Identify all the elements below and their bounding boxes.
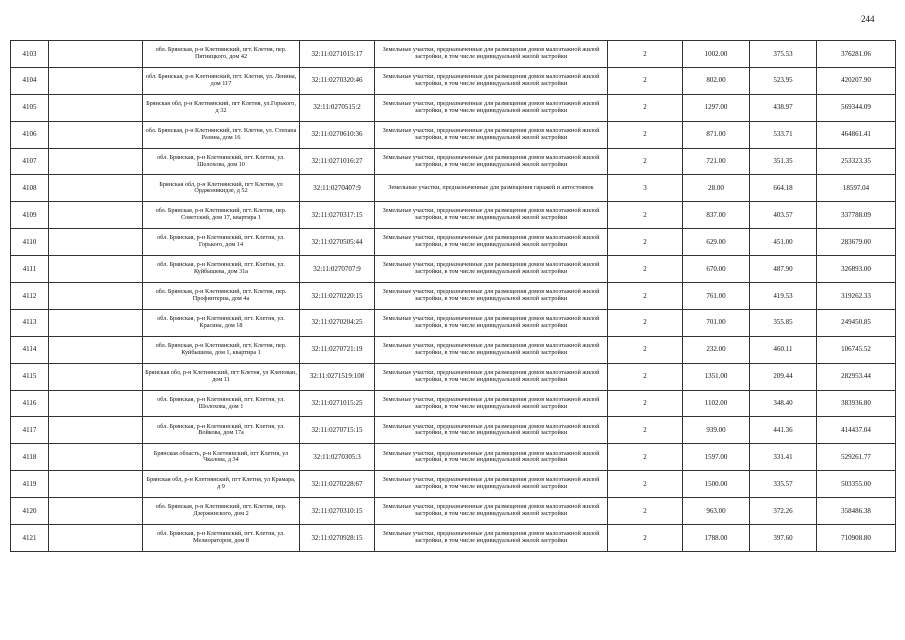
land-use-cell: Земельные участки, предназначенные для размещения гаражей и автостоянок <box>375 175 608 202</box>
group-cell: 2 <box>608 471 683 498</box>
record-number-cell: 4111 <box>11 256 49 283</box>
cadastral-value-cell: 18597.04 <box>817 175 896 202</box>
cadastral-value-cell: 253323.35 <box>817 148 896 175</box>
cadastral-number-cell: 32:11:0271519:108 <box>300 363 375 390</box>
empty-cell <box>49 390 143 417</box>
area-cell: 1597.00 <box>683 444 750 471</box>
land-use-cell: Земельные участки, предназначенные для размещения домов малоэтажной жилой застройки, в том числе индивидуальной жилой застройки <box>375 229 608 256</box>
cadastral-number-cell: 32:11:0270928:15 <box>300 525 375 552</box>
group-cell: 2 <box>608 94 683 121</box>
specific-value-cell: 664.18 <box>750 175 817 202</box>
cadastral-value-cell: 358486.38 <box>817 498 896 525</box>
table-row <box>11 229 896 256</box>
empty-cell <box>49 94 143 121</box>
table-row <box>11 175 896 202</box>
address-cell: обл. Брянская, р-н Клетнянский, пгт. Клетня, ул. Куйбышева, дом 31а <box>143 256 300 283</box>
cadastral-number-cell: 32:11:0270407:9 <box>300 175 375 202</box>
table-row <box>11 363 896 390</box>
table-row <box>11 202 896 229</box>
empty-cell <box>49 417 143 444</box>
land-use-cell: Земельные участки, предназначенные для размещения домов малоэтажной жилой застройки, в том числе индивидуальной жилой застройки <box>375 148 608 175</box>
group-cell: 2 <box>608 390 683 417</box>
specific-value-cell: 533.71 <box>750 121 817 148</box>
land-registry-table <box>10 40 896 552</box>
land-use-cell: Земельные участки, предназначенные для размещения домов малоэтажной жилой застройки, в том числе индивидуальной жилой застройки <box>375 336 608 363</box>
table-row <box>11 283 896 310</box>
empty-cell <box>49 229 143 256</box>
record-number-cell: 4113 <box>11 309 49 336</box>
area-cell: 871.00 <box>683 121 750 148</box>
land-use-cell: Земельные участки, предназначенные для размещения домов малоэтажной жилой застройки, в том числе индивидуальной жилой застройки <box>375 283 608 310</box>
table-row <box>11 336 896 363</box>
cadastral-value-cell: 383936.80 <box>817 390 896 417</box>
land-use-cell: Земельные участки, предназначенные для размещения домов малоэтажной жилой застройки, в том числе индивидуальной жилой застройки <box>375 94 608 121</box>
specific-value-cell: 397.60 <box>750 525 817 552</box>
cadastral-value-cell: 420207.90 <box>817 67 896 94</box>
empty-cell <box>49 444 143 471</box>
cadastral-number-cell: 32:11:0270317:15 <box>300 202 375 229</box>
table-row <box>11 94 896 121</box>
specific-value-cell: 335.57 <box>750 471 817 498</box>
land-use-cell: Земельные участки, предназначенные для размещения домов малоэтажной жилой застройки, в том числе индивидуальной жилой застройки <box>375 498 608 525</box>
cadastral-number-cell: 32:11:0270228:67 <box>300 471 375 498</box>
table-row <box>11 471 896 498</box>
table-row <box>11 444 896 471</box>
table-row <box>11 498 896 525</box>
cadastral-value-cell: 326893.00 <box>817 256 896 283</box>
area-cell: 28.00 <box>683 175 750 202</box>
record-number-cell: 4114 <box>11 336 49 363</box>
empty-cell <box>49 471 143 498</box>
area-cell: 761.00 <box>683 283 750 310</box>
group-cell: 3 <box>608 175 683 202</box>
record-number-cell: 4112 <box>11 283 49 310</box>
specific-value-cell: 351.35 <box>750 148 817 175</box>
group-cell: 2 <box>608 41 683 68</box>
empty-cell <box>49 67 143 94</box>
cadastral-number-cell: 32:11:0270721:19 <box>300 336 375 363</box>
group-cell: 2 <box>608 498 683 525</box>
land-use-cell: Земельные участки, предназначенные для размещения домов малоэтажной жилой застройки, в том числе индивидуальной жилой застройки <box>375 67 608 94</box>
area-cell: 963.00 <box>683 498 750 525</box>
cadastral-value-cell: 283679.00 <box>817 229 896 256</box>
address-cell: Брянская обл, р-н Клетнянский, пгт Клетня, ул Клепован, дом 11 <box>143 363 300 390</box>
address-cell: обл. Брянская, р-н Клетнянский, пгт. Клетня, пер. Пятницкого, дом 42 <box>143 41 300 68</box>
land-use-cell: Земельные участки, предназначенные для размещения домов малоэтажной жилой застройки, в том числе индивидуальной жилой застройки <box>375 202 608 229</box>
land-use-cell: Земельные участки, предназначенные для размещения домов малоэтажной жилой застройки, в том числе индивидуальной жилой застройки <box>375 256 608 283</box>
record-number-cell: 4116 <box>11 390 49 417</box>
land-use-cell: Земельные участки, предназначенные для размещения домов малоэтажной жилой застройки, в том числе индивидуальной жилой застройки <box>375 363 608 390</box>
area-cell: 721.00 <box>683 148 750 175</box>
table-body <box>11 41 896 552</box>
area-cell: 837.00 <box>683 202 750 229</box>
empty-cell <box>49 525 143 552</box>
area-cell: 232.00 <box>683 336 750 363</box>
cadastral-value-cell: 282953.44 <box>817 363 896 390</box>
table-row <box>11 256 896 283</box>
area-cell: 1297.00 <box>683 94 750 121</box>
group-cell: 2 <box>608 121 683 148</box>
specific-value-cell: 331.41 <box>750 444 817 471</box>
empty-cell <box>49 256 143 283</box>
specific-value-cell: 355.85 <box>750 309 817 336</box>
table-row <box>11 390 896 417</box>
area-cell: 1102.00 <box>683 390 750 417</box>
cadastral-value-cell: 249450.85 <box>817 309 896 336</box>
land-use-cell: Земельные участки, предназначенные для размещения домов малоэтажной жилой застройки, в том числе индивидуальной жилой застройки <box>375 309 608 336</box>
table-row <box>11 417 896 444</box>
land-use-cell: Земельные участки, предназначенные для размещения домов малоэтажной жилой застройки, в том числе индивидуальной жилой застройки <box>375 471 608 498</box>
cadastral-value-cell: 319262.33 <box>817 283 896 310</box>
record-number-cell: 4103 <box>11 41 49 68</box>
address-cell: обл. Брянская, р-н Клетнянский, пгт. Клетня, пер. Советский, дом 17, квартира 1 <box>143 202 300 229</box>
specific-value-cell: 451.00 <box>750 229 817 256</box>
record-number-cell: 4119 <box>11 471 49 498</box>
land-use-cell: Земельные участки, предназначенные для размещения домов малоэтажной жилой застройки, в том числе индивидуальной жилой застройки <box>375 390 608 417</box>
table-row <box>11 148 896 175</box>
cadastral-value-cell: 503355.00 <box>817 471 896 498</box>
cadastral-number-cell: 32:11:0271016:27 <box>300 148 375 175</box>
area-cell: 939.00 <box>683 417 750 444</box>
address-cell: Брянская обл, р-н Клетнянский, пгт Клетня, ул.Горького, д 32 <box>143 94 300 121</box>
address-cell: обл. Брянская, р-н Клетнянский, пгт. Клетня, ул. Степана Разина, дом 16 <box>143 121 300 148</box>
group-cell: 2 <box>608 283 683 310</box>
specific-value-cell: 487.90 <box>750 256 817 283</box>
record-number-cell: 4117 <box>11 417 49 444</box>
cadastral-number-cell: 32:11:0270715:15 <box>300 417 375 444</box>
record-number-cell: 4106 <box>11 121 49 148</box>
group-cell: 2 <box>608 363 683 390</box>
cadastral-value-cell: 106745.52 <box>817 336 896 363</box>
cadastral-number-cell: 32:11:0270320:46 <box>300 67 375 94</box>
land-use-cell: Земельные участки, предназначенные для размещения домов малоэтажной жилой застройки, в том числе индивидуальной жилой застройки <box>375 525 608 552</box>
group-cell: 2 <box>608 309 683 336</box>
cadastral-value-cell: 337788.09 <box>817 202 896 229</box>
cadastral-value-cell: 414437.04 <box>817 417 896 444</box>
address-cell: обл. Брянская, р-н Клетнянский, пгт. Клетня, ул. Шолохова, дом 10 <box>143 148 300 175</box>
cadastral-number-cell: 32:11:0270310:15 <box>300 498 375 525</box>
specific-value-cell: 441.36 <box>750 417 817 444</box>
table-row <box>11 309 896 336</box>
specific-value-cell: 348.40 <box>750 390 817 417</box>
area-cell: 1002.00 <box>683 41 750 68</box>
cadastral-number-cell: 32:11:0270305:3 <box>300 444 375 471</box>
specific-value-cell: 209.44 <box>750 363 817 390</box>
cadastral-number-cell: 32:11:0270204:25 <box>300 309 375 336</box>
cadastral-value-cell: 569344.09 <box>817 94 896 121</box>
cadastral-value-cell: 710908.80 <box>817 525 896 552</box>
record-number-cell: 4109 <box>11 202 49 229</box>
empty-cell <box>49 121 143 148</box>
cadastral-number-cell: 32:11:0270515:2 <box>300 94 375 121</box>
group-cell: 2 <box>608 525 683 552</box>
specific-value-cell: 419.53 <box>750 283 817 310</box>
empty-cell <box>49 202 143 229</box>
address-cell: обл. Брянская, р-н Клетнянский, пгт. Клетня, ул. Войкова, дом 17а <box>143 417 300 444</box>
table-row <box>11 121 896 148</box>
group-cell: 2 <box>608 148 683 175</box>
empty-cell <box>49 363 143 390</box>
area-cell: 670.00 <box>683 256 750 283</box>
address-cell: обл. Брянская, р-н Клетнянский, пгт. Клетня, пер. Дзержинского, дом 2 <box>143 498 300 525</box>
land-use-cell: Земельные участки, предназначенные для размещения домов малоэтажной жилой застройки, в том числе индивидуальной жилой застройки <box>375 121 608 148</box>
area-cell: 629.00 <box>683 229 750 256</box>
area-cell: 701.00 <box>683 309 750 336</box>
address-cell: Брянская обл, р-н Клетнянский, пгт Клетня, ул Орджоникидзе, д 52 <box>143 175 300 202</box>
empty-cell <box>49 41 143 68</box>
cadastral-number-cell: 32:11:0271015:17 <box>300 41 375 68</box>
record-number-cell: 4107 <box>11 148 49 175</box>
group-cell: 2 <box>608 256 683 283</box>
address-cell: обл. Брянская, р-н Клетнянский, пгт. Клетня, пер. Куйбышева, дом 1, квартира 1 <box>143 336 300 363</box>
address-cell: обл. Брянская, р-н Клетнянский, пгт. Клетня, ул. Ленина, дом 117 <box>143 67 300 94</box>
record-number-cell: 4110 <box>11 229 49 256</box>
cadastral-number-cell: 32:11:0270505:44 <box>300 229 375 256</box>
record-number-cell: 4120 <box>11 498 49 525</box>
area-cell: 1788.00 <box>683 525 750 552</box>
specific-value-cell: 438.97 <box>750 94 817 121</box>
cadastral-value-cell: 464861.41 <box>817 121 896 148</box>
table-row <box>11 525 896 552</box>
table-row <box>11 41 896 68</box>
address-cell: обл. Брянская, р-н Клетнянский, пгт. Клетня, ул. Шолохова, дом 1 <box>143 390 300 417</box>
record-number-cell: 4104 <box>11 67 49 94</box>
address-cell: обл. Брянская, р-н Клетнянский, пгт. Клетня, ул. Мелиораторов, дом 8 <box>143 525 300 552</box>
record-number-cell: 4108 <box>11 175 49 202</box>
cadastral-value-cell: 529261.77 <box>817 444 896 471</box>
record-number-cell: 4115 <box>11 363 49 390</box>
group-cell: 2 <box>608 444 683 471</box>
empty-cell <box>49 336 143 363</box>
specific-value-cell: 375.53 <box>750 41 817 68</box>
cadastral-value-cell: 376281.06 <box>817 41 896 68</box>
group-cell: 2 <box>608 67 683 94</box>
cadastral-number-cell: 32:11:0270220:15 <box>300 283 375 310</box>
group-cell: 2 <box>608 417 683 444</box>
address-cell: обл. Брянская, р-н Клетнянский, пгт. Клетня, ул. Красина, дом 18 <box>143 309 300 336</box>
group-cell: 2 <box>608 229 683 256</box>
area-cell: 1500.00 <box>683 471 750 498</box>
address-cell: Брянская область, р-н Клетнянский, пгт Клетня, ул Чкалова, д 34 <box>143 444 300 471</box>
record-number-cell: 4121 <box>11 525 49 552</box>
cadastral-number-cell: 32:11:0270707:9 <box>300 256 375 283</box>
record-number-cell: 4118 <box>11 444 49 471</box>
address-cell: обл. Брянская, р-н Клетнянский, пгт. Клетня, пер. Профинтерна, дом 4а <box>143 283 300 310</box>
record-number-cell: 4105 <box>11 94 49 121</box>
specific-value-cell: 372.26 <box>750 498 817 525</box>
empty-cell <box>49 498 143 525</box>
specific-value-cell: 403.57 <box>750 202 817 229</box>
specific-value-cell: 523.95 <box>750 67 817 94</box>
empty-cell <box>49 148 143 175</box>
address-cell: Брянская обл, р-н Клетнянский, пгт Клетня, ул Крамара, д 9 <box>143 471 300 498</box>
empty-cell <box>49 175 143 202</box>
cadastral-number-cell: 32:11:0271015:25 <box>300 390 375 417</box>
land-use-cell: Земельные участки, предназначенные для размещения домов малоэтажной жилой застройки, в том числе индивидуальной жилой застройки <box>375 417 608 444</box>
area-cell: 802.00 <box>683 67 750 94</box>
land-use-cell: Земельные участки, предназначенные для размещения домов малоэтажной жилой застройки, в том числе индивидуальной жилой застройки <box>375 41 608 68</box>
address-cell: обл. Брянская, р-н Клетнянский, пгт. Клетня, ул. Горького, дом 14 <box>143 229 300 256</box>
group-cell: 2 <box>608 336 683 363</box>
empty-cell <box>49 309 143 336</box>
group-cell: 2 <box>608 202 683 229</box>
empty-cell <box>49 283 143 310</box>
page-number: 244 <box>861 14 875 24</box>
specific-value-cell: 460.11 <box>750 336 817 363</box>
cadastral-number-cell: 32:11:0270610:36 <box>300 121 375 148</box>
table-row <box>11 67 896 94</box>
area-cell: 1351.00 <box>683 363 750 390</box>
land-use-cell: Земельные участки, предназначенные для размещения домов малоэтажной жилой застройки, в том числе индивидуальной жилой застройки <box>375 444 608 471</box>
